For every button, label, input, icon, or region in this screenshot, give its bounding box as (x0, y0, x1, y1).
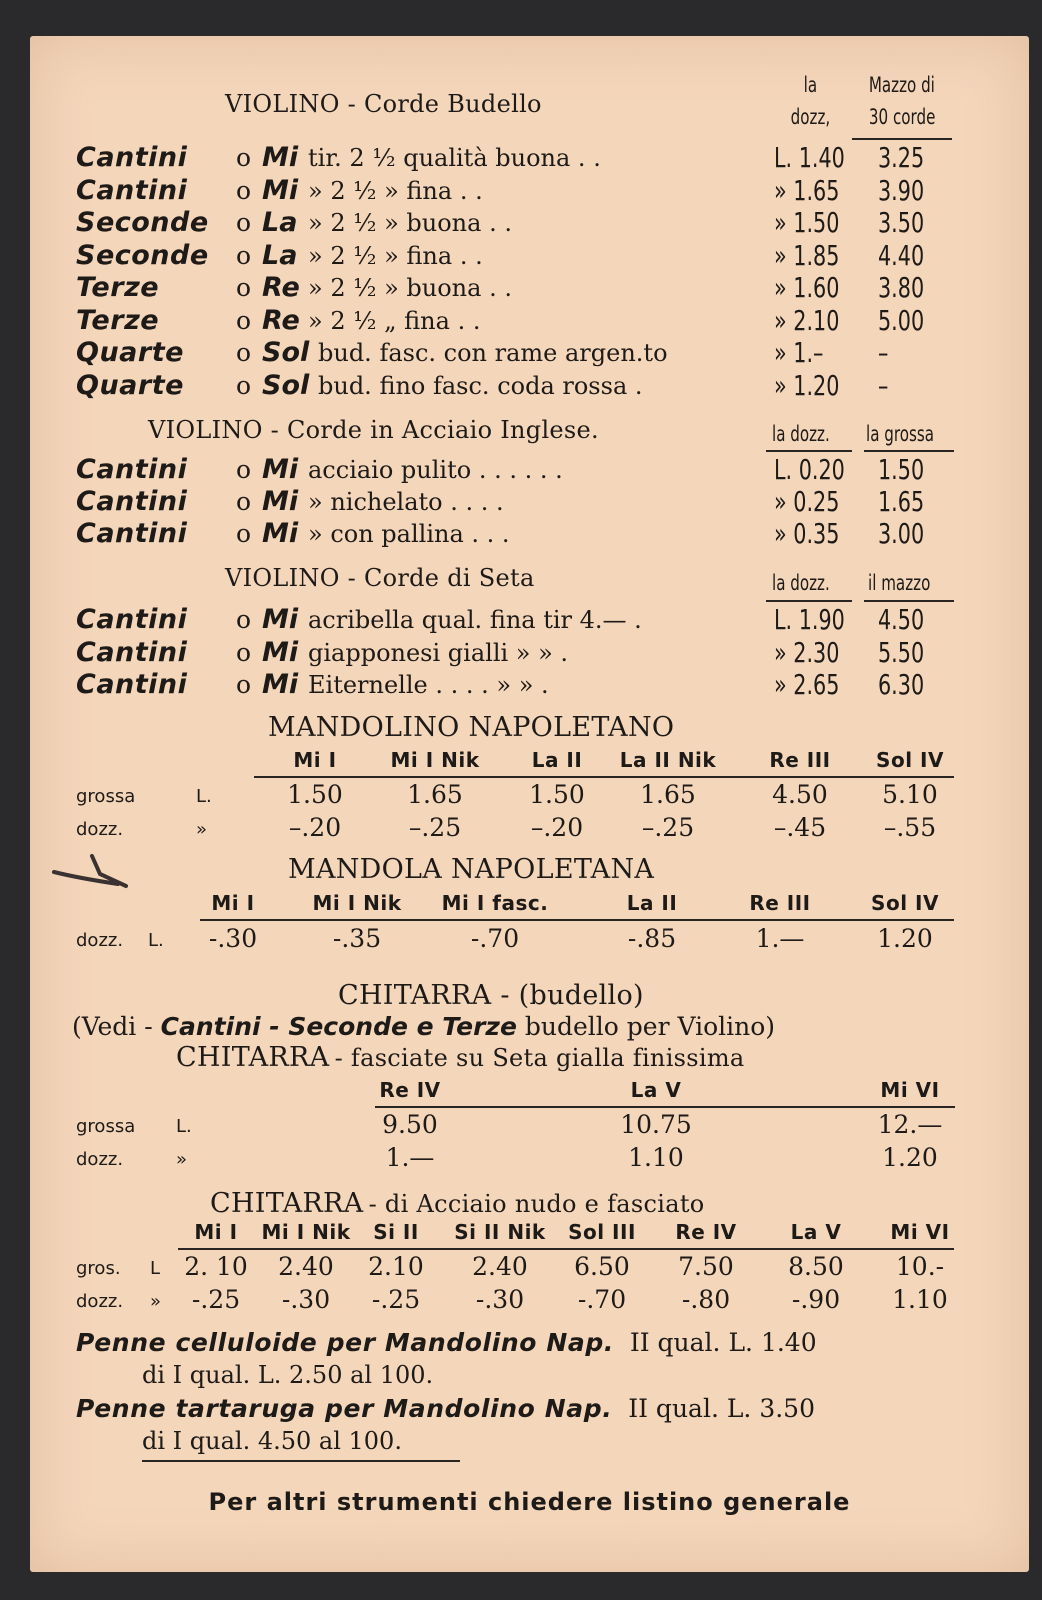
string-description: acciaio pulito . . . . . . (308, 456, 563, 484)
column-header: Mi VI (880, 1078, 940, 1102)
string-conj: o (236, 208, 252, 237)
row-label: dozz. (76, 930, 124, 951)
price-mazzo-value: 3.25 (878, 141, 925, 174)
string-name: Quarte (76, 369, 184, 401)
price-value: 4.50 (772, 780, 828, 809)
price-dozz (774, 207, 862, 239)
price-mazzo (878, 305, 940, 337)
price-value: –.25 (408, 813, 462, 842)
price-dozz (774, 669, 862, 701)
string-name: Terze (76, 272, 160, 303)
penne-price: II qual. L. 3.50 (612, 1394, 815, 1423)
column-header: Mi I Nik (390, 748, 480, 772)
penne-price: II qual. L. 1.40 (613, 1328, 817, 1357)
price-value: -.85 (627, 924, 677, 953)
row-label: dozz. (76, 1149, 124, 1170)
penne-line (76, 1394, 815, 1423)
price-list-card (30, 36, 1029, 1572)
penne-line-2: di I qual. L. 2.50 al 100. (142, 1361, 434, 1389)
string-name: Terze (76, 304, 160, 336)
price-value: 10.- (895, 1252, 945, 1281)
price-dozz (774, 370, 862, 402)
price-mazzo (878, 604, 940, 636)
price-mazzo (878, 370, 892, 402)
price-dozz (774, 240, 862, 272)
penne-line-2: di I qual. 4.50 al 100. (142, 1427, 402, 1455)
penne-title: Penne celluloide per Mandolino Nap. (76, 1328, 614, 1357)
column-header: Si II Nik (454, 1220, 546, 1244)
price-value: –.25 (641, 813, 695, 842)
price-value: -.80 (681, 1285, 731, 1314)
string-name: Cantini (76, 486, 188, 517)
chitarra-budello-note: (Vedi - Cantini - Seconde e Terze budello per Violino) (72, 1012, 776, 1041)
string-description: » con pallina . . . (308, 520, 510, 548)
string-description: Eiternelle . . . . » » . (308, 671, 549, 699)
column-header-la-grossa: la grossa (866, 422, 935, 446)
string-name: Cantini (76, 454, 188, 485)
row-unit: » (196, 819, 208, 840)
string-note: Mi (262, 486, 299, 517)
column-header-mazzo: Mazzo di 30 corde (868, 73, 936, 129)
string-conj: o (236, 519, 252, 548)
header-rule (178, 1248, 954, 1250)
price-dozz-value: » 1.65 (774, 173, 840, 207)
column-header: Sol IV (871, 891, 939, 915)
column-header-il-mazzo: il mazzo (868, 571, 931, 595)
price-value: 1.10 (892, 1285, 948, 1314)
string-name: Cantini (76, 669, 188, 700)
row-unit: » (150, 1291, 162, 1312)
string-conj: o (236, 670, 252, 699)
header-rule (864, 600, 954, 602)
string-note: Mi (262, 454, 299, 485)
price-mazzo-value: 3.00 (878, 517, 925, 550)
price-dozz-value: L. 1.40 (774, 141, 845, 174)
price-dozz (774, 272, 862, 304)
string-description: » nichelato . . . . (308, 488, 504, 516)
string-conj: o (236, 175, 252, 205)
string-name: Cantini (76, 518, 188, 549)
string-note: La (262, 207, 298, 238)
price-mazzo-value: 4.40 (878, 238, 925, 272)
column-header: Re III (749, 891, 811, 915)
price-value: 1.50 (287, 780, 343, 809)
string-conj: o (236, 487, 252, 516)
price-mazzo (878, 240, 940, 272)
price-value: 9.50 (382, 1110, 438, 1139)
string-description: » 2 ½ » fina . . (308, 176, 483, 205)
price-value: –.20 (530, 813, 584, 842)
column-header: Mi I fasc. (441, 891, 549, 915)
price-mazzo-value: 1.65 (878, 485, 925, 518)
string-note: Mi (262, 142, 299, 173)
price-value: 6.50 (574, 1252, 630, 1281)
price-value: 10.75 (620, 1110, 692, 1139)
string-description: » 2 ½ „ fina . . (308, 306, 481, 335)
string-description: bud. fino fasc. coda rossa . (318, 371, 643, 400)
string-note: Mi (262, 518, 299, 549)
price-value: 2.10 (368, 1252, 424, 1281)
string-conj: o (236, 370, 252, 400)
price-mazzo (878, 207, 940, 239)
price-dozz-value: » 0.35 (774, 517, 840, 550)
column-header: Sol IV (876, 748, 944, 772)
price-value: -.25 (191, 1285, 241, 1314)
column-header-la-dozz: la dozz. (772, 571, 830, 595)
price-value: 1.10 (628, 1143, 684, 1172)
price-value: 1.20 (877, 924, 933, 953)
price-dozz-value: » 1.85 (774, 238, 840, 272)
string-note: Sol (262, 337, 310, 368)
row-label: grossa (76, 1116, 136, 1137)
section-title-violino-acciaio: VIOLINO - Corde in Acciaio Inglese. (148, 416, 599, 444)
string-note: Mi (262, 669, 299, 700)
column-header: La V (630, 1078, 682, 1102)
string-conj: o (236, 143, 252, 172)
column-header: Sol III (568, 1220, 636, 1244)
price-mazzo-value: 1.50 (878, 453, 925, 486)
string-conj: o (236, 273, 252, 302)
price-value: -.30 (475, 1285, 525, 1314)
column-header-la-dozz: la dozz, (790, 73, 830, 129)
string-description: tir. 2 ½ qualità buona . . (308, 144, 601, 172)
price-value: -.90 (791, 1285, 841, 1314)
footer-note: Per altri strumenti chiedere listino generale (208, 1488, 851, 1516)
price-value: –.20 (288, 813, 342, 842)
price-mazzo-value: 4.50 (878, 603, 925, 636)
string-description: » 2 ½ » fina . . (308, 241, 483, 270)
price-dozz (774, 337, 841, 369)
section-title-mandolino: MANDOLINO NAPOLETANO (268, 712, 675, 743)
row-unit: L. (176, 1116, 192, 1137)
price-value: 1.50 (529, 780, 585, 809)
string-conj: o (236, 455, 252, 484)
price-dozz (774, 142, 870, 174)
penne-title: Penne tartaruga per Mandolino Nap. (76, 1394, 613, 1423)
row-unit: L. (148, 930, 164, 951)
price-value: -.70 (577, 1285, 627, 1314)
price-value: 1.— (755, 924, 805, 953)
string-name: Seconde (76, 207, 209, 238)
header-rule (766, 600, 852, 602)
string-description: » 2 ½ » buona . . (308, 209, 512, 237)
price-mazzo (878, 486, 940, 518)
price-dozz-value: » 2.30 (774, 635, 840, 669)
price-value: 1.— (385, 1143, 435, 1172)
price-value: -.35 (332, 924, 382, 953)
price-value: 1.65 (407, 780, 463, 809)
price-value: 12.— (877, 1110, 943, 1139)
price-dozz (774, 454, 870, 486)
price-mazzo (878, 175, 940, 207)
column-header: Mi I Nik (312, 891, 402, 915)
string-conj: o (236, 637, 252, 667)
pencil-mark-icon (48, 844, 128, 894)
column-header-la-dozz: la dozz. (772, 422, 830, 446)
price-value: –.55 (883, 813, 937, 842)
price-dozz (774, 175, 862, 207)
section-title-chitarra-seta: CHITARRA - fasciate su Seta gialla finissima (176, 1042, 745, 1073)
price-value: 5.10 (882, 780, 938, 809)
price-mazzo (878, 669, 940, 701)
underline-rule (142, 1460, 460, 1462)
price-mazzo-value: 5.50 (878, 635, 925, 669)
row-unit: L (150, 1258, 161, 1279)
section-title-violino-budello: VIOLINO - Corde Budello (225, 90, 542, 118)
column-header: Re IV (379, 1078, 441, 1102)
price-dozz (774, 604, 870, 636)
column-header: La II (531, 748, 583, 772)
price-mazzo (878, 142, 940, 174)
header-rule (375, 1106, 955, 1108)
price-mazzo (878, 454, 940, 486)
string-conj: o (236, 338, 252, 367)
price-dozz-value: L. 0.20 (774, 453, 845, 486)
string-note: Mi (262, 174, 299, 206)
row-label: gros. (76, 1258, 121, 1279)
column-header: Mi VI (890, 1220, 950, 1244)
string-description: giapponesi gialli » » . (308, 638, 569, 667)
price-dozz-value: » 1.20 (774, 368, 840, 402)
price-value: 2.40 (278, 1252, 334, 1281)
string-name: Cantini (76, 636, 188, 668)
header-rule (254, 776, 954, 778)
price-mazzo-value: 3.90 (878, 173, 925, 207)
price-dozz-value: » 1.60 (774, 271, 840, 304)
column-header: Re III (769, 748, 831, 772)
string-conj: o (236, 605, 252, 634)
column-header: La II (626, 891, 678, 915)
price-value: 2. 10 (184, 1252, 248, 1281)
string-note: La (262, 239, 298, 271)
price-dozz-value: » 2.65 (774, 668, 840, 701)
penne-line (76, 1328, 817, 1357)
price-value: -.25 (371, 1285, 421, 1314)
string-description: » 2 ½ » buona . . (308, 274, 512, 302)
price-mazzo-value: 3.50 (878, 206, 925, 239)
column-header: Mi I (211, 891, 255, 915)
row-label: dozz. (76, 1291, 124, 1312)
price-dozz-value: » 0.25 (774, 485, 840, 518)
column-header: La II Nik (619, 748, 717, 772)
price-dozz (774, 486, 862, 518)
column-header: Si II (373, 1220, 419, 1244)
price-mazzo (878, 272, 940, 304)
row-label: dozz. (76, 819, 124, 840)
string-name: Cantini (76, 174, 188, 206)
string-note: Mi (262, 636, 299, 668)
string-conj: o (236, 240, 252, 270)
header-rule (852, 138, 952, 140)
price-mazzo-value: – (878, 368, 889, 402)
price-dozz-value: » 1.50 (774, 206, 840, 239)
price-dozz-value: » 2.10 (774, 303, 840, 337)
column-header: Mi I (293, 748, 337, 772)
price-mazzo (878, 337, 892, 369)
column-header: Re IV (675, 1220, 737, 1244)
header-rule (766, 450, 852, 452)
price-mazzo-value: 6.30 (878, 668, 925, 701)
price-value: 7.50 (678, 1252, 734, 1281)
string-note: Re (262, 304, 300, 336)
string-conj: o (236, 305, 252, 335)
column-header: La V (790, 1220, 842, 1244)
row-unit: L. (196, 786, 212, 807)
section-title-mandola: MANDOLA NAPOLETANA (288, 854, 655, 885)
string-description: acribella qual. fina tir 4.— . (308, 606, 642, 634)
column-header: Mi I (194, 1220, 238, 1244)
string-name: Cantini (76, 142, 188, 173)
price-mazzo (878, 518, 940, 550)
price-dozz-value: L. 1.90 (774, 603, 845, 636)
header-rule (200, 919, 954, 921)
price-mazzo-value: – (878, 336, 889, 369)
price-value: 2.40 (472, 1252, 528, 1281)
string-note: Mi (262, 604, 299, 635)
price-value: -.30 (208, 924, 258, 953)
row-unit: » (176, 1149, 188, 1170)
price-dozz (774, 518, 862, 550)
price-value: -.30 (281, 1285, 331, 1314)
section-title-violino-seta: VIOLINO - Corde di Seta (225, 564, 535, 592)
price-mazzo (878, 637, 940, 669)
price-mazzo-value: 5.00 (878, 303, 925, 337)
section-title-chitarra-budello: CHITARRA - (budello) (338, 980, 644, 1011)
string-note: Sol (262, 369, 310, 401)
string-name: Quarte (76, 337, 184, 368)
column-header: Mi I Nik (261, 1220, 351, 1244)
price-value: 8.50 (788, 1252, 844, 1281)
string-name: Seconde (76, 239, 209, 271)
price-mazzo-value: 3.80 (878, 271, 925, 304)
string-name: Cantini (76, 604, 188, 635)
price-dozz-value: » 1.– (774, 336, 824, 369)
row-label: grossa (76, 786, 136, 807)
string-note: Re (262, 272, 300, 303)
price-dozz (774, 305, 862, 337)
price-value: –.45 (773, 813, 827, 842)
string-description: bud. fasc. con rame argen.to (318, 339, 668, 367)
section-title-chitarra-acciaio: CHITARRA - di Acciaio nudo e fasciato (210, 1188, 705, 1219)
price-dozz (774, 637, 862, 669)
price-value: -.70 (470, 924, 520, 953)
price-value: 1.65 (640, 780, 696, 809)
header-rule (864, 450, 954, 452)
price-value: 1.20 (882, 1143, 938, 1172)
